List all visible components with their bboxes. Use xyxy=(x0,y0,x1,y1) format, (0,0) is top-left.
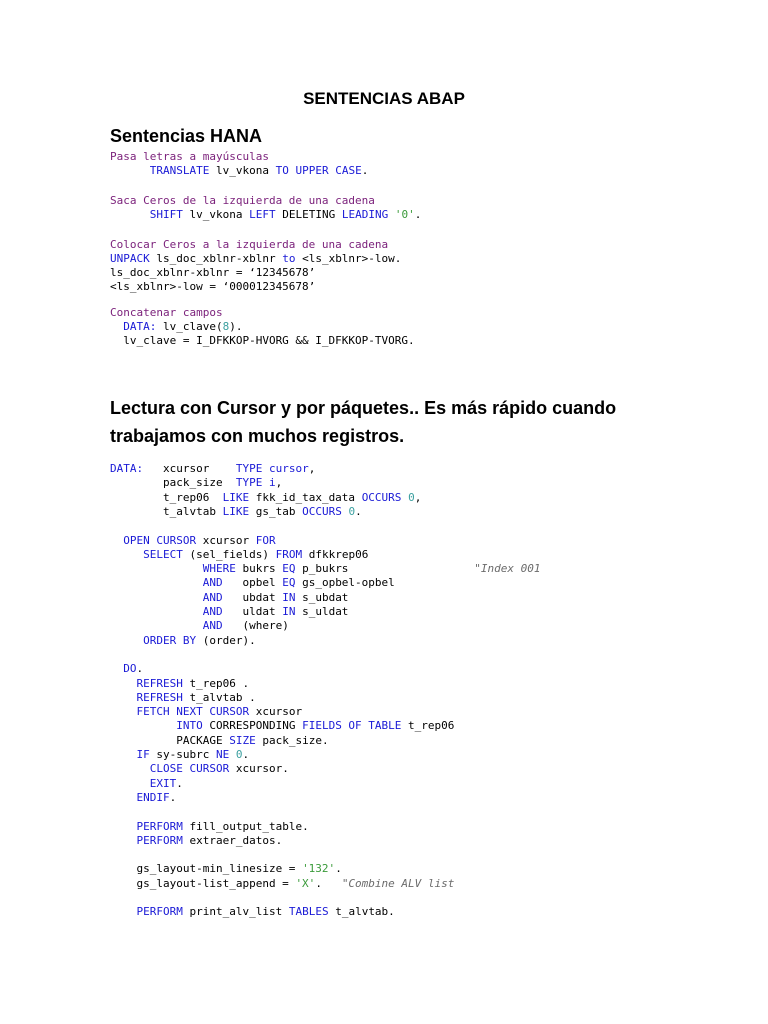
code-token: . xyxy=(335,862,342,876)
code-token: TO UPPER CASE xyxy=(275,164,362,177)
code-comment-line xyxy=(110,194,375,207)
code-token xyxy=(229,748,236,761)
code-token: Saca Ceros de la izquierda de una cadena xyxy=(110,194,375,207)
code-token xyxy=(110,548,143,561)
code-token xyxy=(110,905,137,918)
code-token: ORDER BY xyxy=(143,633,197,647)
page-title: SENTENCIAS ABAP xyxy=(303,89,465,108)
code-line xyxy=(110,691,256,704)
code-token: TABLES xyxy=(288,905,329,919)
code-token: gs_layout-list_append = xyxy=(110,876,296,890)
code-token: "Combine ALV list xyxy=(341,876,455,890)
code-line xyxy=(110,334,415,347)
code-token xyxy=(110,677,137,690)
code-comment-line xyxy=(110,150,269,163)
code-token: UNPACK xyxy=(110,252,150,265)
code-line xyxy=(110,762,289,775)
code-token xyxy=(110,834,137,847)
code-line xyxy=(110,591,348,604)
code-token: LEFT xyxy=(249,208,276,221)
code-token: uldat xyxy=(222,605,283,618)
code-token: ls_doc_xblnr-xblnr = ‘12345678’ xyxy=(110,266,316,279)
code-comment-line xyxy=(110,306,223,319)
code-token xyxy=(110,719,176,732)
code-token: DELETING xyxy=(275,208,342,221)
code-line xyxy=(110,534,276,547)
code-token: xcursor xyxy=(196,533,256,547)
code-line xyxy=(110,677,249,690)
code-token: t_alvtab xyxy=(110,504,223,518)
code-line xyxy=(110,862,342,875)
code-token: FETCH NEXT CURSOR xyxy=(136,705,250,719)
code-line xyxy=(110,491,421,504)
code-token: pack_size. xyxy=(255,733,329,747)
code-token: FIELDS OF TABLE xyxy=(302,719,402,733)
code-line xyxy=(110,320,242,333)
code-token: FROM xyxy=(275,547,303,561)
code-line xyxy=(110,705,302,718)
code-line xyxy=(110,820,309,833)
code-line xyxy=(110,877,454,890)
code-token xyxy=(388,208,395,221)
code-line xyxy=(110,476,282,489)
code-token: . xyxy=(169,790,177,804)
code-token: TYPE i xyxy=(235,476,276,490)
code-token: s_ubdat xyxy=(295,590,349,604)
code-token: LIKE xyxy=(222,490,250,504)
code-token: CORRESPONDING xyxy=(202,719,303,733)
code-token: lv_clave( xyxy=(156,320,223,333)
code-token xyxy=(110,705,137,718)
code-line xyxy=(110,834,282,847)
code-token: 0 xyxy=(235,748,243,761)
code-token: EQ xyxy=(282,576,296,590)
code-token: 0 xyxy=(408,490,415,504)
code-token: . xyxy=(176,776,183,790)
code-line xyxy=(110,280,315,293)
code-token: , xyxy=(308,462,316,475)
code-token: ). xyxy=(229,320,243,333)
code-token: WHERE xyxy=(202,562,236,576)
section-heading-cursor-line-2: trabajamos con muchos registros. xyxy=(110,426,405,446)
code-token: to xyxy=(282,252,296,265)
code-token: . xyxy=(315,876,342,890)
code-token: LIKE xyxy=(222,504,250,518)
code-token: FOR xyxy=(255,533,276,547)
code-token: 'X' xyxy=(295,876,316,890)
code-token: dfkkrep06 xyxy=(302,547,369,561)
code-token: DATA: xyxy=(110,462,144,475)
code-token xyxy=(110,791,137,804)
code-token: AND xyxy=(202,605,223,618)
code-line xyxy=(110,164,368,177)
code-token: sy-subrc xyxy=(149,748,216,761)
code-token: (where) xyxy=(222,619,289,633)
code-token xyxy=(110,605,203,618)
code-token xyxy=(110,820,137,833)
code-token: fill_output_table. xyxy=(182,819,309,833)
code-token: 0 xyxy=(348,504,356,518)
code-token xyxy=(110,662,123,675)
code-line xyxy=(110,791,176,804)
code-token: REFRESH xyxy=(136,676,183,690)
code-token xyxy=(110,619,203,632)
code-token: PERFORM xyxy=(136,905,183,919)
code-token: t_alvtab . xyxy=(182,690,256,704)
code-token: bukrs xyxy=(235,562,283,576)
code-token: . xyxy=(355,504,362,518)
section-heading-cursor-line-1: Lectura con Cursor y por páquetes.. Es más rápido cuando xyxy=(110,398,617,418)
code-token xyxy=(110,748,137,761)
code-token: AND xyxy=(202,576,223,590)
code-token: xcursor. xyxy=(229,762,289,776)
code-line xyxy=(110,252,401,265)
code-token: REFRESH xyxy=(136,690,183,704)
code-line xyxy=(110,605,348,618)
code-token: EQ xyxy=(282,562,296,576)
code-token: EXIT xyxy=(149,776,177,790)
code-token xyxy=(110,762,150,775)
code-token: extraer_datos. xyxy=(182,833,283,847)
code-token: t_rep06 xyxy=(401,719,455,733)
code-token: . xyxy=(361,164,369,177)
code-token: OCCURS xyxy=(302,504,342,518)
code-token: SELECT xyxy=(143,547,183,561)
code-token: lv_vkona xyxy=(182,208,250,221)
code-token: DATA: xyxy=(123,320,157,333)
code-token: print_alv_list xyxy=(182,905,289,919)
code-token: PACKAGE xyxy=(110,733,230,747)
code-token: pack_size xyxy=(110,476,236,490)
code-line xyxy=(110,662,143,675)
code-token: IN xyxy=(282,605,296,618)
code-token: t_rep06 xyxy=(110,490,223,504)
code-token: gs_layout-min_linesize = xyxy=(110,862,303,876)
code-token: PERFORM xyxy=(136,819,183,833)
code-token: AND xyxy=(202,590,223,604)
code-token: Concatenar campos xyxy=(110,306,223,319)
code-token: . xyxy=(242,748,250,761)
code-token: ubdat xyxy=(222,590,283,604)
code-line xyxy=(110,505,362,518)
code-line xyxy=(110,777,183,790)
code-line xyxy=(110,719,454,732)
code-line xyxy=(110,266,315,279)
code-token xyxy=(110,208,150,221)
code-token xyxy=(110,591,203,604)
code-token: Pasa letras a mayúsculas xyxy=(110,150,269,163)
section-heading-hana: Sentencias HANA xyxy=(110,126,263,146)
code-token: DO xyxy=(123,662,137,676)
code-token xyxy=(110,634,143,647)
code-token: AND xyxy=(202,619,223,633)
code-token xyxy=(110,164,150,177)
code-token: Colocar Ceros a la izquierda de una cadena xyxy=(110,238,389,251)
code-token: SHIFT xyxy=(149,208,183,221)
code-token: NE xyxy=(215,748,230,761)
code-token: s_uldat xyxy=(295,605,349,618)
code-token: , xyxy=(414,490,422,504)
code-token: OPEN CURSOR xyxy=(123,533,197,547)
code-comment-line xyxy=(110,238,388,251)
code-line xyxy=(110,576,395,589)
code-token: INTO xyxy=(176,719,203,733)
code-line xyxy=(110,462,315,475)
code-line xyxy=(110,548,368,561)
code-token: lv_vkona xyxy=(209,164,276,177)
code-line xyxy=(110,748,249,761)
code-token: t_rep06 . xyxy=(182,676,250,690)
code-token xyxy=(110,576,203,589)
code-line xyxy=(110,208,421,221)
code-token: IN xyxy=(282,590,296,604)
code-token: (order). xyxy=(196,633,256,647)
code-token xyxy=(110,777,150,790)
code-line xyxy=(110,734,329,747)
code-token: '0' xyxy=(394,208,415,221)
code-token: fkk_id_tax_data xyxy=(249,490,362,504)
code-token: (sel_fields) xyxy=(182,547,276,561)
code-token: gs_opbel-opbel xyxy=(295,576,395,590)
code-token: OCCURS xyxy=(361,490,402,504)
code-token: gs_tab xyxy=(249,504,303,518)
code-token: lv_clave = I_DFKKOP-HVORG && I_DFKKOP-TVORG. xyxy=(110,334,415,347)
code-token xyxy=(110,691,137,704)
code-token: opbel xyxy=(222,576,283,590)
code-token: ls_doc_xblnr-xblnr xyxy=(149,252,283,265)
code-token: TYPE cursor xyxy=(235,462,309,475)
code-token: p_bukrs xyxy=(295,562,475,576)
code-token: '132' xyxy=(302,862,336,876)
code-token: ENDIF xyxy=(136,790,170,804)
code-token: xcursor xyxy=(249,705,303,719)
code-token: <ls_xblnr>-low = ‘000012345678’ xyxy=(110,280,316,293)
code-token: . xyxy=(136,662,144,676)
code-token: PERFORM xyxy=(136,833,183,847)
code-token: "Index 001 xyxy=(474,562,541,576)
code-token: IF xyxy=(136,748,150,761)
code-token: 8 xyxy=(222,320,230,333)
code-token xyxy=(110,320,123,333)
code-line xyxy=(110,619,289,632)
code-token xyxy=(110,562,203,575)
code-token: CLOSE CURSOR xyxy=(149,762,230,776)
code-token: <ls_xblnr>-low. xyxy=(295,252,402,265)
code-token: TRANSLATE xyxy=(149,164,210,177)
code-line xyxy=(110,562,541,575)
code-token xyxy=(110,534,123,547)
code-line xyxy=(110,634,256,647)
code-line xyxy=(110,905,395,918)
code-token: LEADING xyxy=(341,208,389,221)
code-token: SIZE xyxy=(229,733,256,747)
code-token: xcursor xyxy=(143,462,236,475)
code-token: . xyxy=(414,208,422,221)
code-token: , xyxy=(275,476,283,490)
code-token: t_alvtab. xyxy=(328,905,395,919)
